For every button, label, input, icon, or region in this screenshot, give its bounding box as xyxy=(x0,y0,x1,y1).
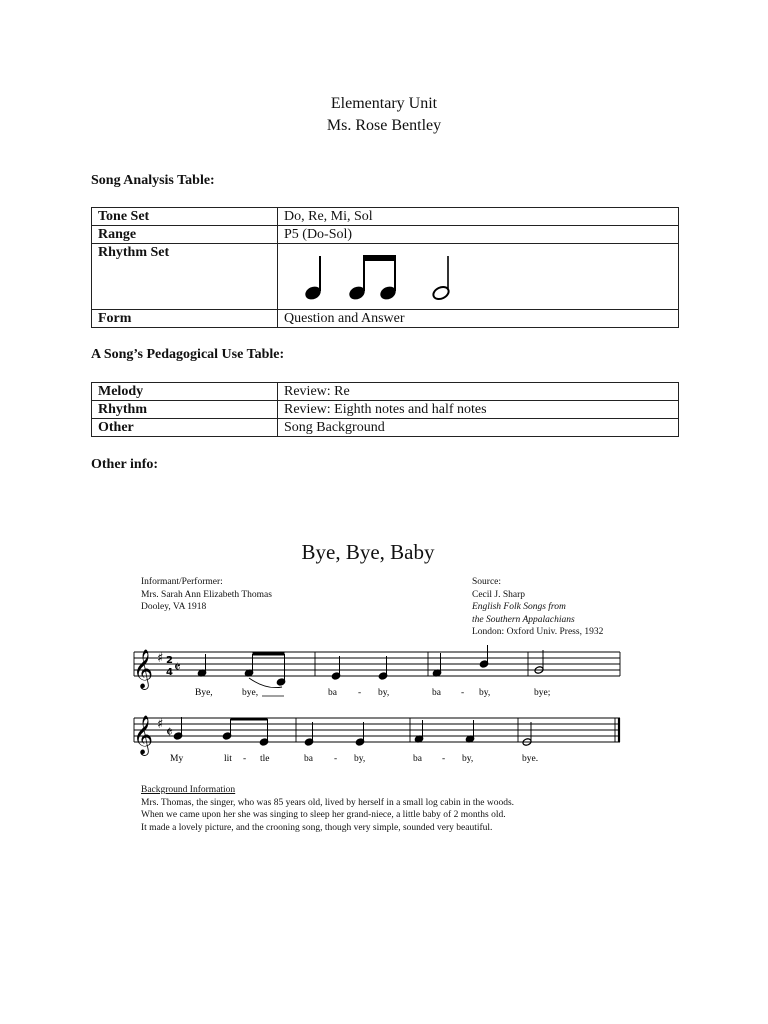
lyric-syllable: by, xyxy=(479,688,491,698)
pedagogical-use-title: A Song’s Pedagogical Use Table: xyxy=(91,347,285,362)
song-analysis-title: Song Analysis Table: xyxy=(91,173,215,188)
lyric-syllable: - xyxy=(243,754,247,764)
cut-time-icon: 𝄵 xyxy=(166,723,173,741)
lyric-syllable: - xyxy=(442,754,446,764)
other-info-title: Other info: xyxy=(91,457,159,472)
lyric-syllable: ba xyxy=(328,688,337,698)
unit-title: Elementary Unit xyxy=(330,95,438,112)
music-staff-1 xyxy=(128,640,628,704)
rhythm-notation-image xyxy=(284,244,484,306)
other-value: Song Background xyxy=(278,419,679,437)
notes-measure-1 xyxy=(197,654,286,688)
quarter-note-icon xyxy=(303,256,323,302)
lyrics-line-2 xyxy=(170,754,538,764)
song-title: Bye, Bye, Baby xyxy=(301,540,435,564)
lyric-syllable: bye, xyxy=(242,688,259,698)
rhythm-value: Review: Eighth notes and half notes xyxy=(278,401,679,419)
tone-set-label: Tone Set xyxy=(92,208,278,226)
table-row xyxy=(92,226,679,244)
lyric-syllable: ba xyxy=(432,688,441,698)
teacher-name: Ms. Rose Bentley xyxy=(326,117,442,134)
music-staff-2 xyxy=(128,706,628,770)
lyric-syllable: ba xyxy=(304,754,313,764)
lyric-syllable: bye. xyxy=(522,754,539,764)
lyric-syllable: ba xyxy=(413,754,422,764)
song-analysis-table xyxy=(91,207,679,328)
melody-value: Review: Re xyxy=(278,383,679,401)
table-row xyxy=(92,383,679,401)
source-label: Source: xyxy=(472,577,502,587)
table-row xyxy=(92,244,679,310)
table-row xyxy=(92,401,679,419)
time-sig-top-icon: 2 xyxy=(166,655,173,666)
informant-block xyxy=(141,576,272,614)
table-row xyxy=(92,419,679,437)
table-row xyxy=(92,208,679,226)
table-row xyxy=(92,310,679,328)
lyric-syllable: Bye, xyxy=(195,688,213,698)
cut-time-icon: 𝄵 xyxy=(174,658,181,676)
rhythm-set-label: Rhythm Set xyxy=(92,244,278,310)
form-label: Form xyxy=(92,310,278,328)
notes-measure-4 xyxy=(534,650,544,674)
lyric-syllable: tle xyxy=(260,754,270,764)
notes-measure-2 xyxy=(331,656,388,680)
background-line-3: It made a lovely picture, and the crooning song, though very simple, sounded very beautiful. xyxy=(141,822,493,833)
sharp-icon: ♯ xyxy=(157,717,164,732)
lyric-syllable: by, xyxy=(462,754,474,764)
lyric-syllable: by, xyxy=(354,754,366,764)
lyric-syllable: - xyxy=(334,754,338,764)
source-author: Cecil J. Sharp xyxy=(472,589,526,600)
range-label: Range xyxy=(92,226,278,244)
notes-measure-7 xyxy=(414,720,475,743)
background-heading: Background Information xyxy=(141,785,236,795)
lyric-syllable: bye; xyxy=(534,688,551,698)
form-value: Question and Answer xyxy=(278,310,679,328)
background-line-1: Mrs. Thomas, the singer, who was 85 years old, lived by herself in a small log cabin in the woods. xyxy=(141,797,515,808)
lyric-syllable: - xyxy=(461,688,465,698)
notes-measure-8 xyxy=(522,722,532,746)
background-info xyxy=(141,784,581,834)
informant-place: Dooley, VA 1918 xyxy=(141,602,207,612)
treble-clef-icon: 𝄞 xyxy=(133,649,154,689)
time-sig-bottom-icon: 4 xyxy=(166,667,173,678)
lyrics-line-1 xyxy=(195,688,550,698)
source-book-line1: English Folk Songs from xyxy=(472,602,566,612)
source-block xyxy=(472,576,603,639)
treble-clef-icon: 𝄞 xyxy=(133,715,154,755)
pedagogical-use-table xyxy=(91,382,679,437)
informant-label: Informant/Performer: xyxy=(141,577,223,587)
rhythm-set-value xyxy=(278,244,679,310)
lyric-syllable: by, xyxy=(378,688,390,698)
notes-measure-6 xyxy=(304,722,365,746)
lyric-syllable: lit xyxy=(224,754,232,764)
range-value: P5 (Do-Sol) xyxy=(278,226,679,244)
half-note-icon xyxy=(431,256,450,301)
background-line-2: When we came upon her she was singing to sleep her grand-niece, a little baby of 2 months old. xyxy=(141,810,506,820)
other-label: Other xyxy=(92,419,278,437)
melody-label: Melody xyxy=(92,383,278,401)
tone-set-value: Do, Re, Mi, Sol xyxy=(278,208,679,226)
lyric-syllable: My xyxy=(170,754,184,764)
rhythm-label: Rhythm xyxy=(92,401,278,419)
informant-name: Mrs. Sarah Ann Elizabeth Thomas xyxy=(141,589,272,600)
lyric-syllable: - xyxy=(358,688,362,698)
source-book-line2: the Southern Appalachians xyxy=(472,614,575,625)
sharp-icon: ♯ xyxy=(157,651,164,666)
source-publisher: London: Oxford Univ. Press, 1932 xyxy=(472,627,604,637)
eighth-notes-icon xyxy=(347,255,398,302)
notes-measure-3 xyxy=(432,645,489,677)
